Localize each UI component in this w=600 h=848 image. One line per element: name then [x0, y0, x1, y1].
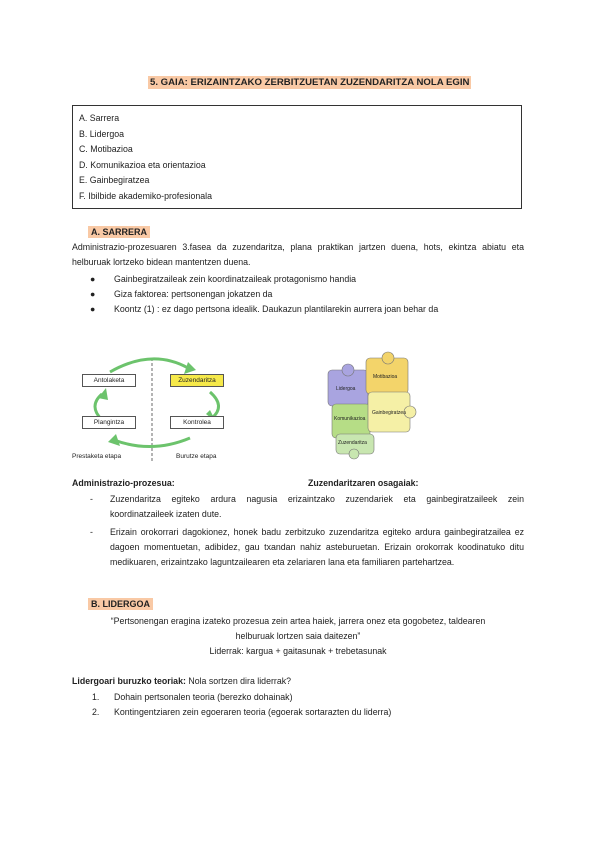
- toc-item: F. Ibilbide akademiko-profesionala: [79, 190, 213, 201]
- theories-heading: [72, 676, 291, 686]
- diagram-box-plangintza: Plangintza: [82, 416, 136, 429]
- admin-process-label: Administrazio-prozesua:: [72, 478, 175, 488]
- diagram-label-right: Burutze etapa: [176, 453, 217, 460]
- list-item: ● Giza faktorea: pertsonengan jokatzen da: [90, 289, 273, 299]
- puzzle-pieces: [318, 350, 418, 460]
- diagram-box-kontrolea: Kontrolea: [170, 416, 224, 429]
- list-item: - Erizain orokorrari dagokionez, honek badu zerbitzuko zuzendaritza egiteko ardura gainbegiratzailea ez dagoen momentuetan, adibidez, gau txandan nahiz asteburuetan. Erizain orokorrak koodinatuko ditu medikuaren, erizaintzako laguntzailearen eta zelariaren lana eta familiaren partehartzea.: [90, 526, 524, 568]
- sarrera-intro: Administrazio-prozesuaren 3.fasea da zuzendaritza, plana praktikan jartzen duena, hots, ekintza abiatu eta helburuak lortzeko bidean mantentzen duena.: [72, 242, 524, 267]
- toc-item: E. Gainbegiratzea: [79, 175, 150, 185]
- lidergoa-quote-line1: “Pertsonengan eragina izateko prozesua zein artea haiek, jarrera onez eta gogobetez, taldearen: [110, 616, 486, 626]
- section-heading-sarrera: A. SARRERA: [88, 226, 150, 238]
- diagram-label-left: Prestaketa etapa: [72, 453, 122, 460]
- puzzle-label: Motibazioa: [373, 374, 398, 380]
- puzzle-label: Komunikazioa: [334, 416, 366, 422]
- page-title: 5. GAIA: ERIZAINTZAKO ZERBITZUETAN ZUZENDARITZA NOLA EGIN: [150, 77, 470, 88]
- components-label: Zuzendaritzaren osagaiak:: [308, 478, 419, 488]
- sarrera-bullets: [90, 272, 520, 317]
- puzzle-label: Gainbegiratzea: [372, 410, 406, 416]
- list-item: ● Gainbegiratzaileak zein koordinatzaileak protagonismo handia: [90, 274, 357, 284]
- lidergoa-formula: Liderrak: kargua + gaitasunak + trebetasunak: [209, 646, 387, 656]
- puzzle-label: Lidergoa: [336, 386, 356, 392]
- list-item: ● Koontz (1) : ez dago pertsona idealik. Daukazun plantilarekin aurrera joan behar da: [90, 304, 439, 314]
- toc-item: B. Lidergoa: [79, 128, 124, 139]
- theories-question: Nola sortzen dira liderrak?: [185, 676, 292, 686]
- puzzle-label: Zuzendaritza: [338, 440, 367, 446]
- theories-list: [92, 690, 522, 720]
- cycle-arrows: [80, 350, 240, 470]
- lidergoa-quote-line2: helburuak lortzen saia daitezen”: [235, 631, 361, 641]
- section-heading-lidergoa: B. LIDERGOA: [88, 598, 153, 610]
- diagram-box-antolaketa: Antolaketa: [82, 374, 136, 387]
- list-item: - Zuzendaritza egiteko ardura nagusia erizaintzako zuzendariek eta gainbegiratzaileek zein koordinatzaileek izaten dute.: [90, 494, 524, 520]
- puzzle-graphic: [318, 350, 418, 460]
- list-item: 1. Dohain pertsonalen teoria (berezko dohainak): [92, 692, 293, 702]
- admin-dash-list: [90, 492, 524, 572]
- list-item: 2. Kontingentziaren zein egoeraren teoria (egoerak sortarazten du liderra): [92, 707, 392, 717]
- theories-label: Lidergoari buruzko teoriak:: [72, 676, 186, 686]
- toc-item: D. Komunikazioa eta orientazioa: [79, 159, 206, 170]
- toc-item: A. Sarrera: [79, 113, 120, 123]
- admin-process-diagram: [72, 350, 240, 470]
- diagram-box-zuzendaritza: Zuzendaritza: [170, 374, 224, 387]
- table-of-contents: [72, 105, 522, 209]
- toc-item: C. Motibazioa: [79, 144, 133, 154]
